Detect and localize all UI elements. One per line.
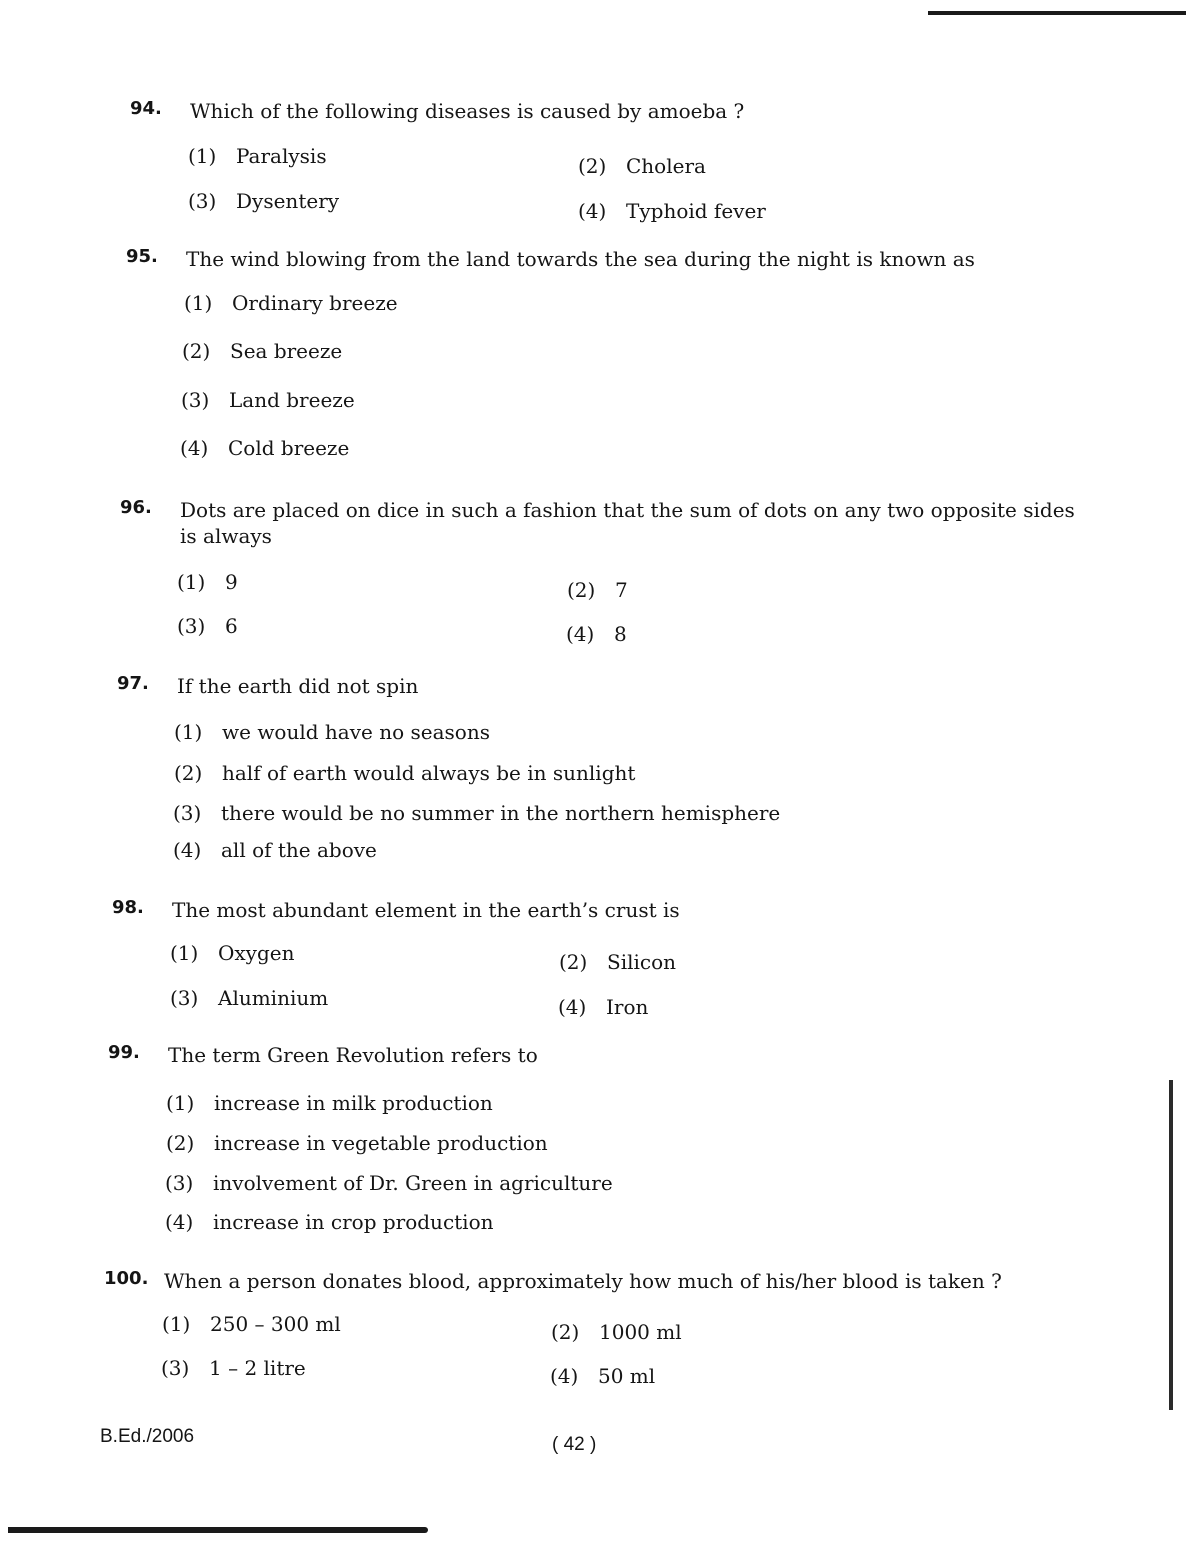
option-number: (3): [181, 388, 210, 412]
question-number: 94.: [130, 98, 162, 119]
question-number: 96.: [120, 497, 152, 518]
option-1[interactable]: [170, 940, 295, 966]
option-text: Typhoid fever: [626, 199, 766, 223]
option-2[interactable]: [551, 1319, 682, 1345]
option-3[interactable]: [173, 800, 780, 826]
option-2[interactable]: [578, 153, 706, 179]
option-text: Oxygen: [218, 941, 295, 965]
option-4[interactable]: [578, 198, 766, 224]
question-text: The wind blowing from the land towards the sea during the night is known as: [186, 247, 975, 271]
option-1[interactable]: [188, 143, 327, 169]
option-text: 1 – 2 litre: [209, 1356, 306, 1380]
option-2[interactable]: [174, 760, 635, 786]
option-1[interactable]: [166, 1090, 493, 1116]
option-text: Ordinary breeze: [232, 291, 398, 315]
option-1[interactable]: [162, 1311, 341, 1337]
option-3[interactable]: [181, 387, 355, 413]
page-number: ( 42 ): [552, 1434, 597, 1455]
option-text: we would have no seasons: [222, 720, 490, 744]
bottom-rule: [8, 1527, 428, 1533]
option-text: Paralysis: [236, 144, 327, 168]
option-number: (1): [188, 144, 217, 168]
option-text: all of the above: [221, 838, 377, 862]
question-text: When a person donates blood, approximately how much of his/her blood is taken ?: [164, 1269, 1002, 1293]
option-3[interactable]: [177, 613, 238, 639]
option-number: (2): [567, 578, 596, 602]
option-text: 9: [225, 570, 238, 594]
option-number: (1): [184, 291, 213, 315]
option-number: (2): [174, 761, 203, 785]
option-text: 8: [614, 622, 627, 646]
top-rule: [928, 11, 1186, 15]
option-number: (3): [177, 614, 206, 638]
question-94: [130, 98, 1130, 228]
question-text: If the earth did not spin: [177, 674, 419, 698]
option-3[interactable]: [188, 188, 339, 214]
option-text: involvement of Dr. Green in agriculture: [213, 1171, 613, 1195]
option-number: (4): [550, 1364, 579, 1388]
option-number: (4): [165, 1210, 194, 1234]
option-text: half of earth would always be in sunlight: [222, 761, 636, 785]
option-1[interactable]: [184, 290, 398, 316]
option-text: 50 ml: [598, 1364, 656, 1388]
option-4[interactable]: [566, 621, 627, 647]
option-text: 250 – 300 ml: [210, 1312, 341, 1336]
option-4[interactable]: [558, 994, 648, 1020]
option-text: Cold breeze: [228, 436, 350, 460]
option-number: (4): [558, 995, 587, 1019]
option-text: Land breeze: [229, 388, 355, 412]
question-number: 97.: [117, 673, 149, 694]
option-4[interactable]: [180, 435, 349, 461]
question-number: 99.: [108, 1042, 140, 1063]
question-text: The most abundant element in the earth’s crust is: [172, 898, 680, 922]
option-4[interactable]: [173, 837, 377, 863]
option-text: increase in crop production: [213, 1210, 494, 1234]
option-number: (1): [166, 1091, 195, 1115]
option-number: (4): [180, 436, 209, 460]
option-text: Sea breeze: [230, 339, 343, 363]
option-number: (3): [188, 189, 217, 213]
question-text: The term Green Revolution refers to: [168, 1043, 538, 1067]
question-text: Dots are placed on dice in such a fashion that the sum of dots on any two opposite sides is always: [180, 498, 1075, 548]
option-text: Dysentery: [236, 189, 340, 213]
option-number: (2): [578, 154, 607, 178]
option-text: 6: [225, 614, 238, 638]
option-number: (1): [170, 941, 199, 965]
option-number: (2): [182, 339, 211, 363]
option-2[interactable]: [559, 949, 676, 975]
option-number: (4): [173, 838, 202, 862]
option-text: Silicon: [607, 950, 677, 974]
option-text: Cholera: [626, 154, 706, 178]
option-text: there would be no summer in the northern hemisphere: [221, 801, 781, 825]
option-number: (4): [578, 199, 607, 223]
option-3[interactable]: [165, 1170, 613, 1196]
option-number: (4): [566, 622, 595, 646]
option-number: (2): [559, 950, 588, 974]
right-margin-rule: [1169, 1080, 1173, 1410]
option-text: increase in vegetable production: [214, 1131, 548, 1155]
option-3[interactable]: [161, 1355, 306, 1381]
option-3[interactable]: [170, 985, 328, 1011]
question-number: 95.: [126, 246, 158, 267]
option-text: 1000 ml: [599, 1320, 682, 1344]
question-number: 100.: [104, 1268, 149, 1289]
question-97: [117, 673, 1117, 863]
question-95: [126, 246, 1126, 466]
option-4[interactable]: [165, 1209, 494, 1235]
question-100: [104, 1268, 1104, 1398]
question-98: [112, 897, 1112, 1027]
option-1[interactable]: [177, 569, 238, 595]
option-number: (3): [173, 801, 202, 825]
option-4[interactable]: [550, 1363, 655, 1389]
option-number: (1): [177, 570, 206, 594]
option-number: (3): [161, 1356, 190, 1380]
option-2[interactable]: [567, 577, 628, 603]
option-text: Iron: [606, 995, 649, 1019]
option-2[interactable]: [182, 338, 342, 364]
option-number: (2): [551, 1320, 580, 1344]
exam-code: B.Ed./2006: [100, 1426, 195, 1447]
option-number: (2): [166, 1131, 195, 1155]
option-number: (1): [174, 720, 203, 744]
option-text: Aluminium: [218, 986, 329, 1010]
option-text: increase in milk production: [214, 1091, 493, 1115]
option-number: (3): [165, 1171, 194, 1195]
option-2[interactable]: [166, 1130, 548, 1156]
question-96: [120, 497, 1120, 647]
option-number: (1): [162, 1312, 191, 1336]
question-number: 98.: [112, 897, 144, 918]
option-1[interactable]: [174, 719, 490, 745]
option-number: (3): [170, 986, 199, 1010]
option-text: 7: [615, 578, 628, 602]
question-text: Which of the following diseases is caused by amoeba ?: [190, 99, 745, 123]
question-99: [108, 1042, 1108, 1242]
